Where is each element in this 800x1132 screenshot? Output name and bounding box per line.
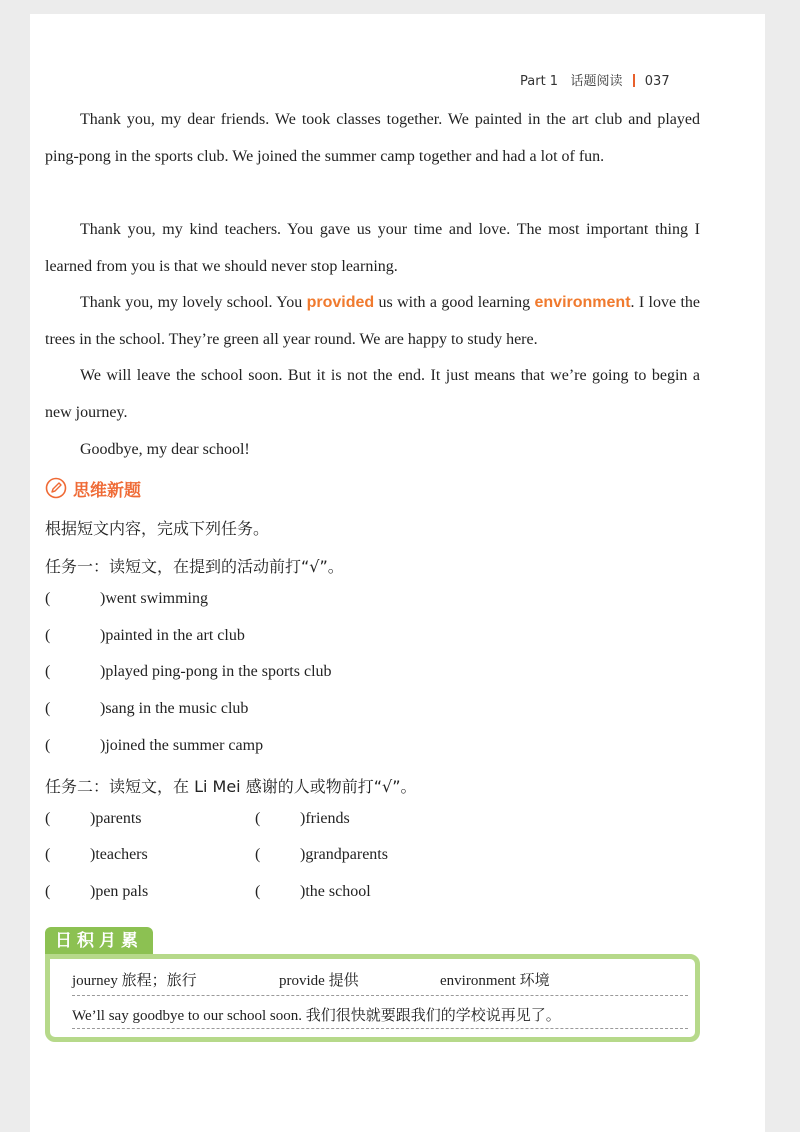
task1-item[interactable]: ( )joined the summer camp <box>45 737 264 754</box>
passage-paragraph-4: We will leave the school soon. But it is not the end. It just means that we’re going to begin a new journey. <box>45 367 700 421</box>
task1-item-text: joined the summer camp <box>105 737 264 754</box>
answer-blank[interactable]: ( <box>45 700 51 717</box>
answer-blank[interactable]: ( <box>255 883 261 900</box>
task2-item[interactable]: ( )friends <box>255 810 350 827</box>
answer-blank[interactable]: ( <box>255 846 261 863</box>
answer-blank[interactable]: ( <box>45 883 51 900</box>
task2-item[interactable]: ( )teachers <box>45 846 148 863</box>
answer-blank[interactable]: ( <box>45 663 51 680</box>
vocab-sentence-row <box>72 1004 688 1029</box>
page-header <box>520 70 670 90</box>
header-divider <box>633 74 635 87</box>
instruction: 根据短文内容，完成下列任务。 <box>45 519 270 538</box>
passage-paragraph-3 <box>45 284 700 358</box>
answer-blank[interactable]: ( <box>45 810 51 827</box>
answer-blank[interactable]: ( <box>45 590 51 607</box>
p3-text-b: us with a good learning <box>374 294 535 311</box>
pencil-circle-icon <box>45 477 67 499</box>
highlight-provided: provided <box>306 294 375 311</box>
task2-item[interactable]: ( )the school <box>255 883 371 900</box>
p3-text-a: Thank you, my lovely school. You <box>80 294 307 311</box>
task1-item-text: went swimming <box>105 590 208 607</box>
vocab-word-environment: environment 环境 <box>440 973 550 989</box>
header-part: Part 1 <box>520 74 559 89</box>
passage-paragraph-1: Thank you, my dear friends. We took classes together. We painted in the art club and played ping-pong in the sports club. We joined the summer camp together and had a lot of fun. <box>45 111 700 165</box>
task1-item[interactable]: ( )sang in the music club <box>45 700 249 717</box>
vocab-box <box>45 954 700 1042</box>
section-title-text: 思维新题 <box>73 480 141 501</box>
answer-blank[interactable]: ( <box>45 627 51 644</box>
task2-item[interactable]: ( )pen pals <box>45 883 149 900</box>
vocab-sentence: We’ll say goodbye to our school soon. 我们很快就要跟我们的学校说再见了。 <box>72 1008 561 1024</box>
passage-paragraph-2: Thank you, my kind teachers. You gave us your time and love. The most important thing I learned from you is that we should never stop learning. <box>45 221 700 275</box>
task1-item[interactable]: ( )played ping-pong in the sports club <box>45 663 332 680</box>
task2-item[interactable]: ( )grandparents <box>255 846 388 863</box>
p3-text-c: . I love the trees in the school. They’re green all year round. We are happy to study here. <box>45 294 701 348</box>
task1-item-text: painted in the art club <box>105 627 245 644</box>
page-number: 037 <box>644 74 670 89</box>
highlight-environment: environment <box>534 294 631 311</box>
task1-title: 任务一：读短文，在提到的活动前打“√”。 <box>45 557 344 576</box>
answer-blank[interactable]: ( <box>45 846 51 863</box>
answer-blank[interactable]: ( <box>255 810 261 827</box>
task2-title: 任务二：读短文，在 Li Mei 感谢的人或物前打“√”。 <box>45 777 417 796</box>
task2-item[interactable]: ( )parents <box>45 810 142 827</box>
section-title <box>45 474 141 502</box>
task1-item[interactable]: ( )painted in the art club <box>45 627 245 644</box>
vocab-words-row <box>72 969 688 996</box>
task1-item-text: played ping-pong in the sports club <box>105 663 332 680</box>
passage-paragraph-5: Goodbye, my dear school! <box>80 441 250 458</box>
task1-item[interactable]: ( )went swimming <box>45 590 208 607</box>
vocab-word-provide: provide 提供 <box>279 973 359 989</box>
task1-item-text: sang in the music club <box>105 700 249 717</box>
vocab-word-journey: journey 旅程；旅行 <box>72 973 197 989</box>
vocab-tab: 日积月累 <box>45 927 153 955</box>
header-topic: 话题阅读 <box>570 74 623 89</box>
answer-blank[interactable]: ( <box>45 737 51 754</box>
